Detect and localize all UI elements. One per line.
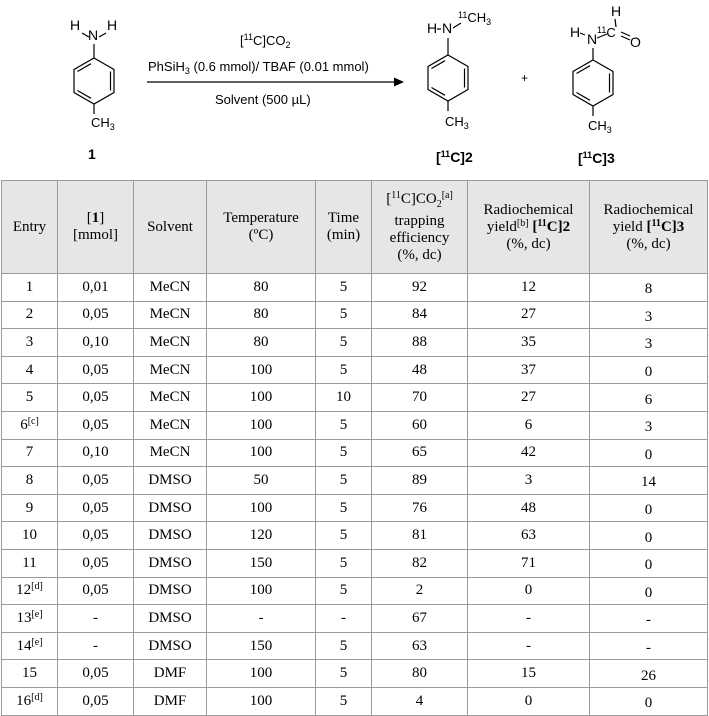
cell-concentration: 0,05 [58,577,134,605]
cell-yield-2: - [468,605,590,633]
cell-solvent: DMF [134,687,207,715]
cell-trapping: 76 [372,494,468,522]
cell-yield-2: 48 [468,494,590,522]
cell-concentration: 0,05 [58,467,134,495]
cell-time: 5 [316,522,372,550]
cell-entry: 1 [2,274,58,302]
cell-yield-2: 0 [468,687,590,715]
cell-yield-2: 71 [468,549,590,577]
product2-aryl-methyl: $CH_3$ [445,114,469,131]
cell-entry: 13[e] [2,605,58,633]
product3-aryl-methyl: $CH_3$ [588,118,612,135]
cell-yield-2: 12 [468,274,590,302]
cell-concentration: 0,10 [58,329,134,357]
cell-yield-2: 27 [468,384,590,412]
cell-yield-3: - [590,605,708,633]
cell-time: 5 [316,632,372,660]
cell-entry: 9 [2,494,58,522]
header-solvent: Solvent [134,181,207,274]
cell-trapping: 81 [372,522,468,550]
cell-time: 5 [316,494,372,522]
product2-label: [$^{11}$C]2 [436,149,473,165]
cell-time: 5 [316,356,372,384]
cell-entry: 2 [2,301,58,329]
cell-solvent: DMSO [134,632,207,660]
cell-solvent: DMSO [134,549,207,577]
cell-solvent: DMSO [134,605,207,633]
header-concentration: [1] [mmol] [58,181,134,274]
cell-concentration: 0,05 [58,411,134,439]
cell-yield-3: 26 [590,660,708,688]
cell-time: 5 [316,274,372,302]
table-row [2,494,708,522]
cell-yield-2: 37 [468,356,590,384]
product-3-structure [570,3,641,166]
cell-temperature: 80 [207,301,316,329]
reactant-structure [70,17,117,162]
table-row [2,384,708,412]
cell-solvent: MeCN [134,439,207,467]
table-row [2,660,708,688]
cell-concentration: 0,10 [58,439,134,467]
cell-yield-2: 35 [468,329,590,357]
cell-solvent: DMSO [134,577,207,605]
cell-temperature: 100 [207,577,316,605]
cell-yield-3: 3 [590,411,708,439]
cell-temperature: 80 [207,329,316,357]
cell-temperature: 100 [207,411,316,439]
cell-yield-2: 0 [468,577,590,605]
cell-trapping: 89 [372,467,468,495]
cell-time: 5 [316,577,372,605]
cell-entry: 6[c] [2,411,58,439]
cell-yield-3: - [590,632,708,660]
table-row [2,605,708,633]
table-row [2,522,708,550]
product3-carbonyl: $^{11}$C [597,25,616,40]
table-row [2,439,708,467]
cell-yield-3: 0 [590,549,708,577]
table-row [2,356,708,384]
solvent-label: Solvent (500 µL) [215,92,311,107]
cell-time: 5 [316,687,372,715]
cell-trapping: 60 [372,411,468,439]
cell-concentration: 0,05 [58,494,134,522]
cell-entry: 5 [2,384,58,412]
cell-temperature: 80 [207,274,316,302]
product3-label: [$^{11}$C]3 [578,150,615,166]
cell-solvent: DMSO [134,467,207,495]
cell-entry: 16[d] [2,687,58,715]
cell-trapping: 70 [372,384,468,412]
cell-concentration: 0,05 [58,356,134,384]
cell-solvent: MeCN [134,356,207,384]
arrow-head-icon [394,78,404,87]
reactant-h-right: H [107,17,118,33]
table-row [2,329,708,357]
cell-entry: 4 [2,356,58,384]
cell-yield-3: 14 [590,467,708,495]
cell-trapping: 67 [372,605,468,633]
product3-h: H [570,24,581,40]
header-temperature: Temperature (ºC) [207,181,316,274]
cell-yield-3: 3 [590,329,708,357]
cell-yield-3: 0 [590,577,708,605]
product2-methyl: $^{11}CH_3$ [458,10,492,27]
cell-concentration: 0,05 [58,522,134,550]
product3-n: N [587,31,598,47]
cell-yield-3: 0 [590,522,708,550]
cell-time: 5 [316,329,372,357]
reaction-conditions [147,32,404,107]
table-header-row [2,181,708,274]
cell-solvent: MeCN [134,411,207,439]
cell-trapping: 48 [372,356,468,384]
reactant-label: 1 [88,146,96,162]
table-row [2,687,708,715]
cell-yield-2: 15 [468,660,590,688]
cell-time: 5 [316,660,372,688]
table-row [2,411,708,439]
plus-sign: + [521,71,529,85]
cell-concentration: 0,05 [58,301,134,329]
cell-yield-2: 6 [468,411,590,439]
product3-aldehyde-h: H [611,3,622,19]
header-trapping-efficiency: $[^{11}C]CO_2[a]$ trapping efficiency (%, dc) [372,181,468,274]
cell-temperature: 120 [207,522,316,550]
cell-temperature: - [207,605,316,633]
header-radiochemical-yield-2: Radiochemical yield[b] [$^{11}$C]2 (%, dc) [468,181,590,274]
cell-solvent: MeCN [134,384,207,412]
table-row [2,549,708,577]
cell-solvent: DMF [134,660,207,688]
product2-n: N [442,20,453,36]
reactant-h-left: H [70,17,81,33]
cell-yield-2: 63 [468,522,590,550]
cell-time: 5 [316,549,372,577]
product-2-structure [427,10,491,165]
table-row [2,467,708,495]
cell-entry: 14[e] [2,632,58,660]
cell-solvent: MeCN [134,274,207,302]
cell-temperature: 100 [207,687,316,715]
cell-entry: 11 [2,549,58,577]
cell-entry: 10 [2,522,58,550]
header-time: Time (min) [316,181,372,274]
cell-yield-2: 27 [468,301,590,329]
cell-solvent: MeCN [134,301,207,329]
product2-h: H [427,20,438,36]
cell-concentration: - [58,632,134,660]
table-row [2,274,708,302]
table-row [2,632,708,660]
cell-temperature: 100 [207,660,316,688]
cell-solvent: DMSO [134,522,207,550]
product3-oxygen: O [630,34,641,50]
cell-trapping: 63 [372,632,468,660]
header-entry: Entry [2,181,58,274]
cell-concentration: 0,05 [58,687,134,715]
cell-time: 5 [316,439,372,467]
cell-time: - [316,605,372,633]
cell-trapping: 92 [372,274,468,302]
cell-trapping: 80 [372,660,468,688]
cell-trapping: 2 [372,577,468,605]
header-radiochemical-yield-3: Radiochemical yield [$^{11}$C]3 (%, dc) [590,181,708,274]
reactant-n: N [88,27,99,43]
cell-yield-2: - [468,632,590,660]
cell-temperature: 100 [207,494,316,522]
cell-solvent: DMSO [134,494,207,522]
cell-time: 10 [316,384,372,412]
cell-temperature: 100 [207,439,316,467]
cell-yield-3: 3 [590,301,708,329]
cell-entry: 3 [2,329,58,357]
cell-trapping: 88 [372,329,468,357]
cell-yield-3: 0 [590,687,708,715]
cell-temperature: 100 [207,384,316,412]
cell-yield-3: 6 [590,384,708,412]
table-row [2,577,708,605]
cell-concentration: 0,01 [58,274,134,302]
cell-solvent: MeCN [134,329,207,357]
cell-temperature: 150 [207,632,316,660]
cell-temperature: 100 [207,356,316,384]
cell-trapping: 82 [372,549,468,577]
cell-trapping: 84 [372,301,468,329]
cell-yield-2: 3 [468,467,590,495]
reactant-methyl: $CH_3$ [91,115,115,132]
cell-yield-3: 0 [590,356,708,384]
cell-temperature: 150 [207,549,316,577]
cell-yield-3: 0 [590,439,708,467]
cell-entry: 8 [2,467,58,495]
cell-entry: 7 [2,439,58,467]
results-table [1,180,708,716]
cell-trapping: 65 [372,439,468,467]
table-row [2,301,708,329]
cell-temperature: 50 [207,467,316,495]
cell-time: 5 [316,411,372,439]
cell-time: 5 [316,467,372,495]
cell-concentration: 0,05 [58,660,134,688]
cell-concentration: - [58,605,134,633]
cell-trapping: 4 [372,687,468,715]
reaction-scheme [0,0,709,178]
cell-concentration: 0,05 [58,549,134,577]
cell-entry: 12[d] [2,577,58,605]
cell-entry: 15 [2,660,58,688]
reagent-label: $[^{11}C]CO_2$ [240,32,291,50]
cell-yield-3: 0 [590,494,708,522]
cell-yield-2: 42 [468,439,590,467]
cell-yield-3: 8 [590,274,708,302]
reducing-agent-label: PhSiH$_3$ (0.6 mmol)/ TBAF (0.01 mmol) [148,59,369,76]
cell-concentration: 0,05 [58,384,134,412]
cell-time: 5 [316,301,372,329]
